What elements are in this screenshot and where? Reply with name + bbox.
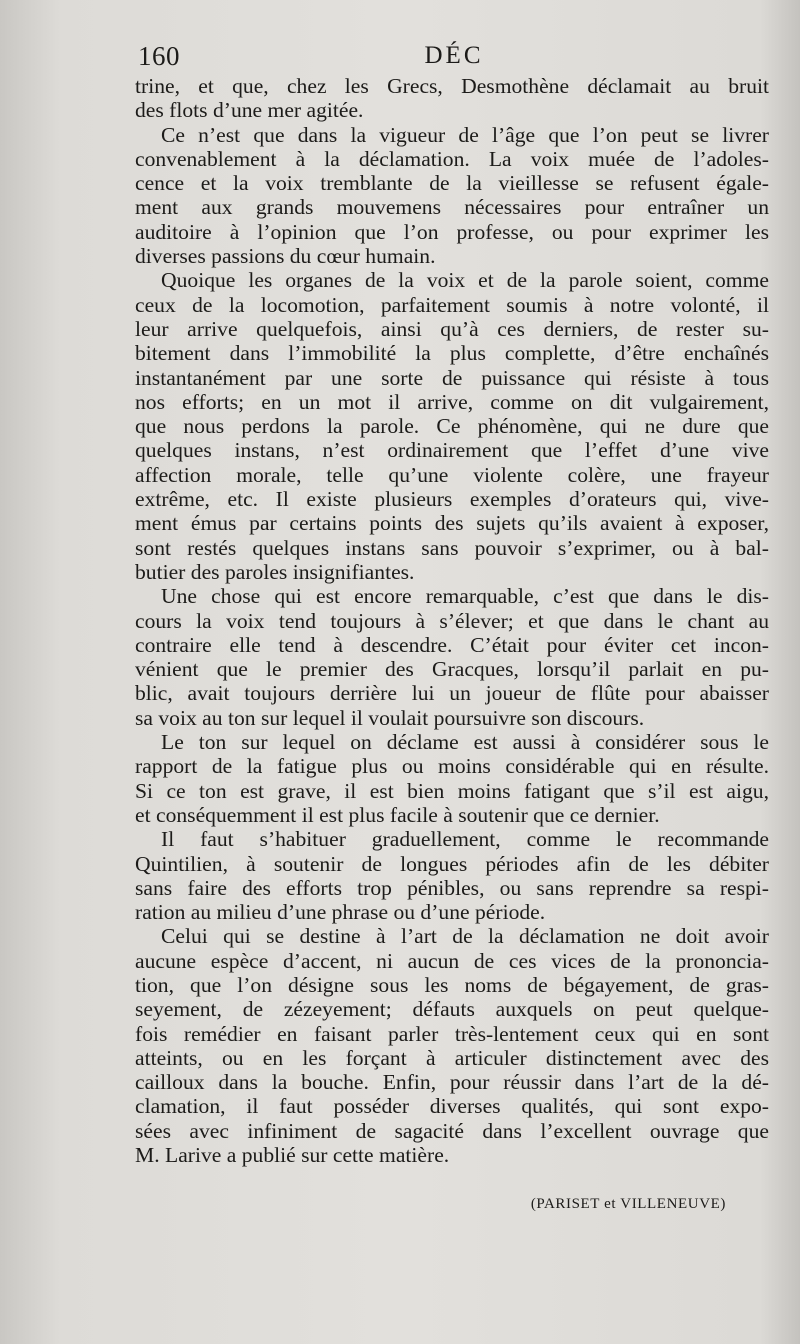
paragraph: [135, 924, 769, 1167]
text-line: leur arrive quelquefois, ainsi qu’à ces derniers, de rester su-: [135, 316, 769, 341]
text-line: fois remédier en faisant parler très-lentement ceux qui en sont: [135, 1021, 769, 1046]
text-line: seyement, de zézeyement; défauts auxquels on peut quelque-: [135, 997, 769, 1022]
text-line: quelques instans, n’est ordinairement que l’effet d’une vive: [135, 438, 769, 463]
paragraph: [135, 730, 769, 827]
text-line: convenablement à la déclamation. La voix muée de l’adoles-: [135, 146, 769, 171]
paragraph: [135, 827, 769, 924]
text-line: tion, que l’on désigne sous les noms de bégayement, de gras-: [135, 972, 769, 997]
paragraph: [135, 74, 769, 123]
text-line: Ce n’est que dans la vigueur de l’âge que l’on peut se livrer: [161, 122, 769, 147]
text-line: Celui qui se destine à l’art de la déclamation ne doit avoir: [161, 924, 769, 949]
text-line: atteints, ou en les forçant à articuler distinctement avec des: [135, 1045, 769, 1070]
paragraph: [135, 123, 769, 269]
text-line: que nous perdons la parole. Ce phénomène, qui ne dure que: [135, 414, 769, 439]
text-line: sont restés quelques instans sans pouvoir s’exprimer, ou à bal-: [135, 535, 769, 560]
paragraph: [135, 584, 769, 730]
text-line: Quintilien, à soutenir de longues périodes afin de les débiter: [135, 851, 769, 876]
running-head: DÉC: [424, 42, 484, 69]
text-line: extrême, etc. Il existe plusieurs exemples d’orateurs qui, vive-: [135, 487, 769, 512]
text-line: ceux de la locomotion, parfaitement soumis à notre volonté, il: [135, 292, 769, 317]
text-line: blic, avait toujours derrière lui un joueur de flûte pour abaisser: [135, 681, 769, 706]
text-line: Le ton sur lequel on déclame est aussi à considérer sous le: [161, 730, 769, 755]
text-line: Quoique les organes de la voix et de la parole soient, comme: [161, 268, 769, 293]
text-line: cailloux dans la bouche. Enfin, pour réussir dans l’art de la dé-: [135, 1070, 769, 1095]
text-line: diverses passions du cœur humain.: [135, 244, 436, 269]
text-line: Il faut s’habituer graduellement, comme le recommande: [161, 827, 769, 852]
text-line: et conséquemment il est plus facile à soutenir que ce dernier.: [135, 802, 660, 827]
text-line: ration au milieu d’une phrase ou d’une période.: [135, 900, 546, 925]
text-line: bitement dans l’immobilité la plus complette, d’être enchaînés: [135, 341, 769, 366]
text-line: Une chose qui est encore remarquable, c’est que dans le dis-: [161, 584, 769, 609]
text-line: cours la voix tend toujours à s’élever; et que dans le chant au: [135, 608, 769, 633]
text-line: rapport de la fatigue plus ou moins considérable qui en résulte.: [135, 754, 769, 779]
page-number: 160: [138, 41, 180, 71]
text-line: trine, et que, chez les Grecs, Desmothène déclamait au bruit: [135, 74, 769, 98]
text-line: instantanément par une sorte de puissance qui résiste à tous: [135, 365, 769, 390]
text-line: ment aux grands mouvemens nécessaires pour entraîner un: [135, 195, 769, 220]
text-line: affection morale, telle qu’une violente colère, une frayeur: [135, 462, 769, 487]
text-line: cence et la voix tremblante de la vieillesse se refusent égale-: [135, 171, 769, 196]
text-line: des flots d’une mer agitée.: [135, 98, 364, 123]
text-line: sans faire des efforts trop pénibles, ou sans reprendre sa respi-: [135, 875, 769, 900]
text-line: ment émus par certains points des sujets qu’ils avaient à exposer,: [135, 511, 769, 536]
text-line: auditoire à l’opinion que l’on professe, ou pour exprimer les: [135, 219, 769, 244]
text-line: sées avec infiniment de sagacité dans l’excellent ouvrage que: [135, 1118, 769, 1143]
text-line: contraire elle tend à descendre. C’était pour éviter cet incon-: [135, 632, 769, 657]
author-signature: (PARISET et VILLENEUVE): [530, 1196, 726, 1212]
text-line: sa voix au ton sur lequel il voulait poursuivre son discours.: [135, 705, 645, 730]
page-header: [138, 38, 770, 74]
text-line: M. Larive a publié sur cette matière.: [135, 1143, 450, 1168]
body-text: [135, 74, 769, 1167]
text-line: Si ce ton est grave, il est bien moins fatigant que s’il est aigu,: [135, 778, 769, 803]
text-line: butier des paroles insignifiantes.: [135, 559, 415, 584]
text-line: nos efforts; en un mot il arrive, comme on dit vulgairement,: [135, 389, 769, 414]
text-line: aucune espèce d’accent, ni aucun de ces vices de la prononcia-: [135, 948, 769, 973]
text-line: clamation, il faut posséder diverses qualités, qui sont expo-: [135, 1094, 769, 1119]
paragraph: [135, 268, 769, 584]
text-line: vénient que le premier des Gracques, lorsqu’il parlait en pu-: [135, 657, 769, 682]
